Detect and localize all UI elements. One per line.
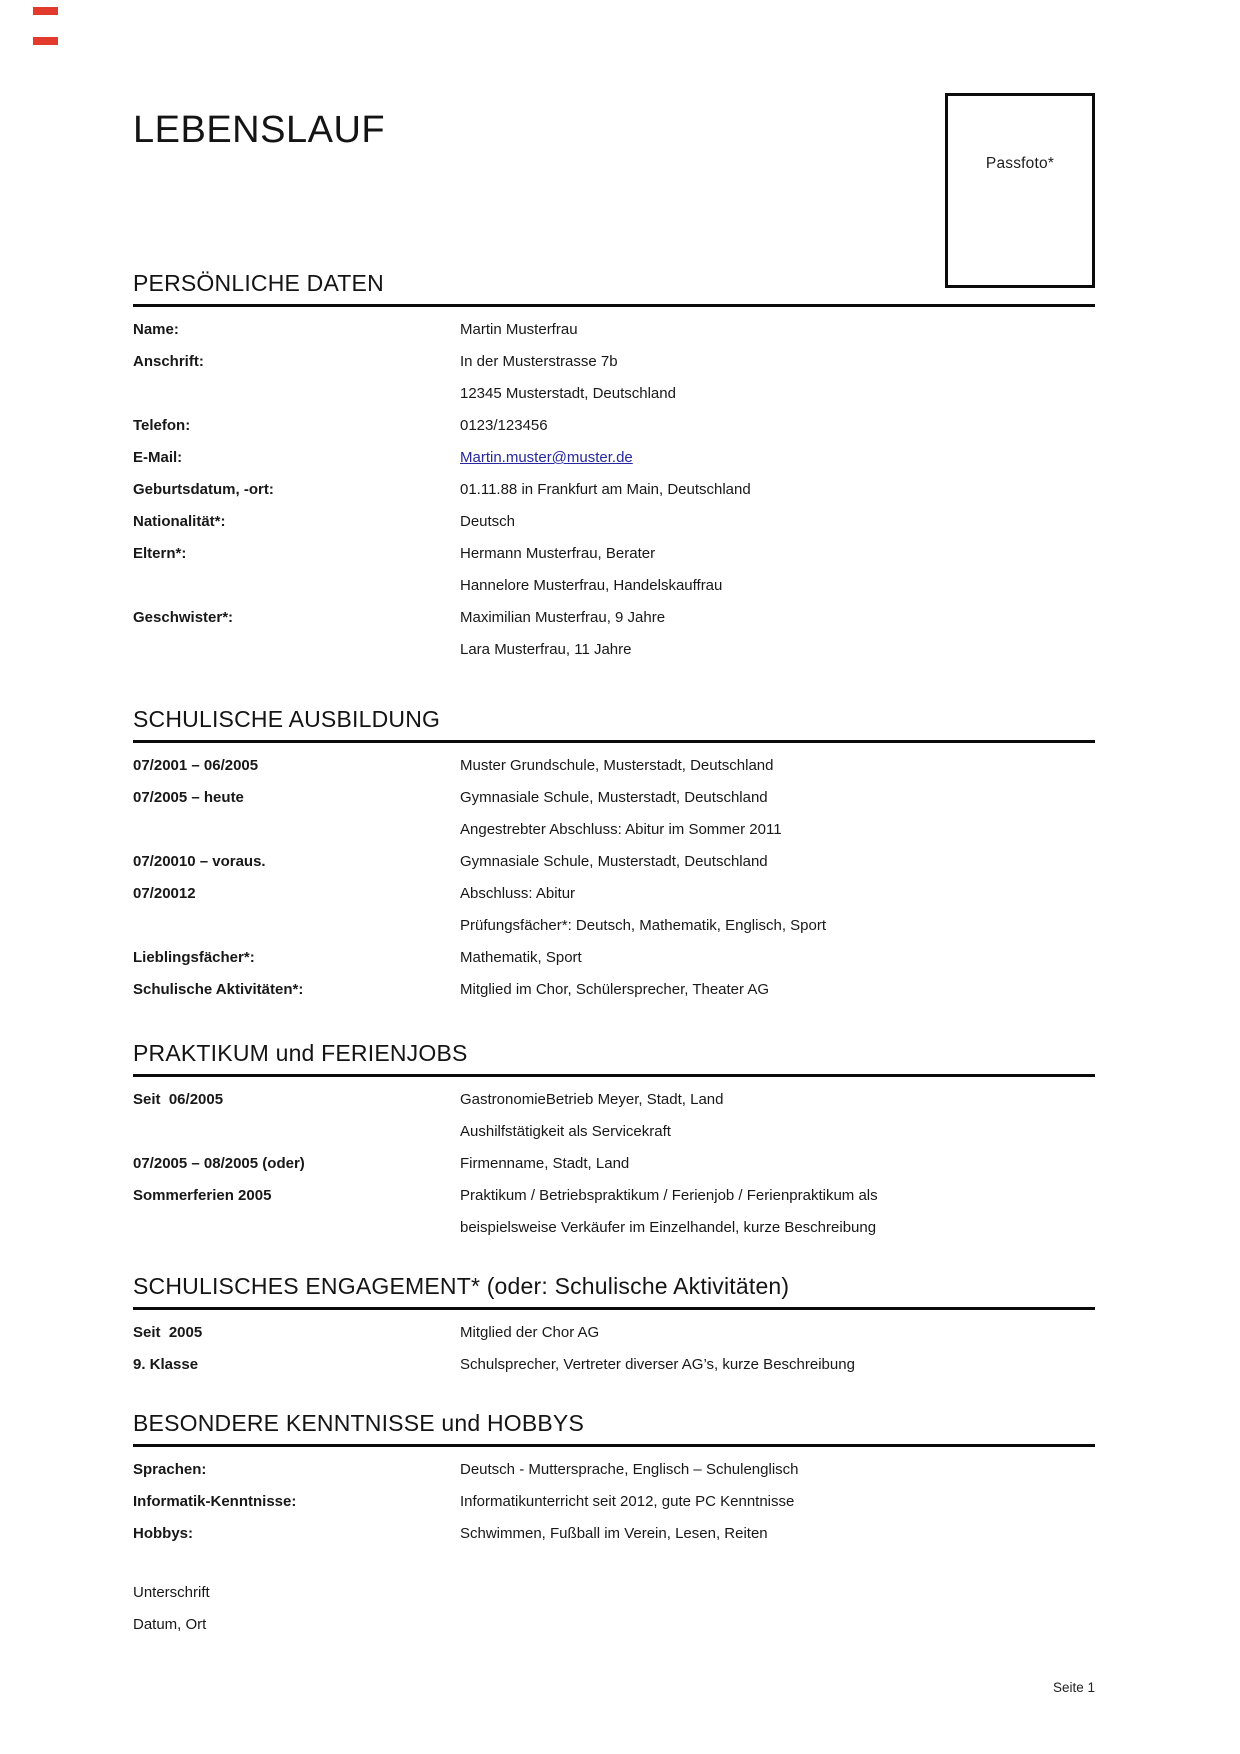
row-value [460,750,1095,782]
section-school-education [133,706,1095,1006]
section-rows [133,1317,1095,1381]
row-value-line: Informatikunterricht seit 2012, gute PC Kenntnisse [460,1493,795,1510]
row-label [133,974,460,1006]
section-heading: PERSÖNLICHE DATEN [133,270,384,296]
table-row [133,602,1095,666]
section-heading: SCHULISCHES ENGAGEMENT* (oder: Schulische Aktivitäten) [133,1273,790,1299]
row-label [133,314,460,346]
row-value-line: 0123/123456 [460,417,548,434]
section-rows [133,750,1095,1006]
signature-label: Unterschrift [133,1584,210,1601]
row-value-line: Praktikum / Betriebspraktikum / Ferienjob / Ferienpraktikum als [460,1187,878,1204]
row-label-line: 07/2001 – 06/2005 [133,757,259,774]
row-label-line: Geburtsdatum, -ort: [133,481,274,498]
row-value [460,942,1095,974]
row-value-line: Lara Musterfrau, 11 Jahre [460,641,632,658]
row-label [133,846,460,942]
row-label-line: Informatik-Kenntnisse: [133,1493,297,1510]
row-value [460,474,1095,506]
row-label-line: Lieblingsfächer*: [133,949,255,966]
row-value-line: In der Musterstrasse 7b [460,353,618,370]
table-row [133,346,1095,410]
row-value-line: Deutsch [460,513,516,530]
row-value-line: Martin Musterfrau [460,321,578,338]
section-rule [133,740,1095,743]
row-value-line: Muster Grundschule, Musterstadt, Deutschland [460,757,774,774]
section-internships-holiday-jobs [133,1040,1095,1244]
row-label-line: Name: [133,321,179,338]
row-value [460,538,1095,602]
row-value-line: Hannelore Musterfrau, Handelskauffrau [460,577,723,594]
table-row [133,750,1095,782]
passfoto-box [945,93,1095,288]
row-label-line: Schulische Aktivitäten*: [133,981,304,998]
section-rows [133,1454,1095,1550]
row-value-line: Hermann Musterfrau, Berater [460,545,656,562]
row-value-line: GastronomieBetrieb Meyer, Stadt, Land [460,1091,724,1108]
table-row [133,782,1095,846]
row-value-line: 12345 Musterstadt, Deutschland [460,385,676,402]
row-value [460,314,1095,346]
table-row [133,1518,1095,1550]
row-label [133,1084,460,1148]
row-label [133,410,460,442]
row-value [460,602,1095,666]
section-school-engagement [133,1273,1095,1381]
table-row [133,974,1095,1006]
red-dash-icon [33,7,58,15]
table-row [133,942,1095,974]
row-label-line: Anschrift: [133,353,204,370]
row-label-line: Hobbys: [133,1525,193,1542]
passfoto-label: Passfoto* [985,155,1055,172]
row-value-line: Angestrebter Abschluss: Abitur im Sommer 2011 [460,821,782,838]
row-value [460,346,1095,410]
row-label [133,1148,460,1244]
red-dash-icon [33,37,58,45]
row-label-line: Seit 2005 [133,1324,203,1341]
row-label-line: Telefon: [133,417,191,434]
row-label [133,942,460,974]
table-row [133,1454,1095,1486]
row-value-line: beispielsweise Verkäufer im Einzelhandel, kurze Beschreibung [460,1219,877,1236]
row-value [460,782,1095,846]
table-row [133,410,1095,442]
table-row [133,1084,1095,1148]
row-value-line: Gymnasiale Schule, Musterstadt, Deutschland [460,789,768,806]
row-label [133,602,460,666]
table-row [133,442,1095,474]
row-value [460,974,1095,1006]
row-label [133,1349,460,1381]
row-value [460,1454,1095,1486]
table-row [133,474,1095,506]
table-row [133,1148,1095,1244]
row-value-line: Gymnasiale Schule, Musterstadt, Deutschland [460,853,768,870]
row-value-line: Mitglied der Chor AG [460,1324,600,1341]
date-place-label: Datum, Ort [133,1616,207,1633]
row-value-line: Deutsch - Muttersprache, Englisch – Schulenglisch [460,1461,799,1478]
row-label [133,442,460,474]
row-value [460,1349,1095,1381]
row-label-line: Sprachen: [133,1461,207,1478]
row-label-line: 9. Klasse [133,1356,199,1373]
section-rule [133,1074,1095,1077]
table-row [133,314,1095,346]
table-row [133,506,1095,538]
email-link[interactable]: Martin.muster@muster.de [460,449,633,466]
row-label-line: 07/2005 – heute [133,789,244,806]
table-row [133,538,1095,602]
row-label [133,506,460,538]
row-label [133,1454,460,1486]
row-value-line: Prüfungsfächer*: Deutsch, Mathematik, Englisch, Sport [460,917,827,934]
row-value [460,442,1095,474]
row-value [460,1317,1095,1349]
section-heading: PRAKTIKUM und FERIENJOBS [133,1040,468,1066]
row-value-line: 01.11.88 in Frankfurt am Main, Deutschland [460,481,751,498]
table-row [133,1349,1095,1381]
row-value-line: Schwimmen, Fußball im Verein, Lesen, Reiten [460,1525,768,1542]
row-label [133,1317,460,1349]
page-title: LEBENSLAUF [133,109,386,151]
section-rule [133,1307,1095,1310]
row-value-line: Maximilian Musterfrau, 9 Jahre [460,609,666,626]
row-label [133,782,460,846]
row-value [460,846,1095,942]
row-value-line: Abschluss: Abitur [460,885,576,902]
row-value [460,1084,1095,1148]
section-personal-data [133,270,1095,666]
section-rule [133,1444,1095,1447]
row-label-line: 07/20010 – voraus. [133,853,266,870]
row-label-line: Eltern*: [133,545,187,562]
row-value-line: Firmenname, Stadt, Land [460,1155,630,1172]
page-number: Seite 1 [1052,1680,1095,1695]
section-special-skills-hobbies [133,1410,1095,1550]
table-row [133,846,1095,942]
row-label [133,474,460,506]
row-label-line: E-Mail: [133,449,183,466]
row-value [460,410,1095,442]
table-row [133,1486,1095,1518]
section-rows [133,1084,1095,1244]
row-label-line: 07/2005 – 08/2005 (oder) [133,1155,305,1172]
row-label-line: Seit 06/2005 [133,1091,224,1108]
row-label [133,346,460,410]
row-value-line: Mathematik, Sport [460,949,582,966]
row-value-line [460,442,1095,474]
row-value [460,506,1095,538]
row-label [133,1486,460,1518]
section-heading: BESONDERE KENNTNISSE und HOBBYS [133,1410,585,1436]
row-label-line: Sommerferien 2005 [133,1187,272,1204]
section-heading: SCHULISCHE AUSBILDUNG [133,706,441,732]
row-value [460,1486,1095,1518]
row-value [460,1148,1095,1244]
row-label [133,1518,460,1550]
row-value-line: Aushilfstätigkeit als Servicekraft [460,1123,671,1140]
section-rule [133,304,1095,307]
row-label-line: Nationalität*: [133,513,226,530]
row-label [133,750,460,782]
row-value [460,1518,1095,1550]
row-label-line: 07/20012 [133,885,196,902]
row-value-line: Mitglied im Chor, Schülersprecher, Theater AG [460,981,770,998]
signature-block [133,1577,210,1641]
row-label-line: Geschwister*: [133,609,234,626]
table-row [133,1317,1095,1349]
row-label [133,538,460,602]
row-value-line: Schulsprecher, Vertreter diverser AG’s, kurze Beschreibung [460,1356,855,1373]
section-rows [133,314,1095,666]
